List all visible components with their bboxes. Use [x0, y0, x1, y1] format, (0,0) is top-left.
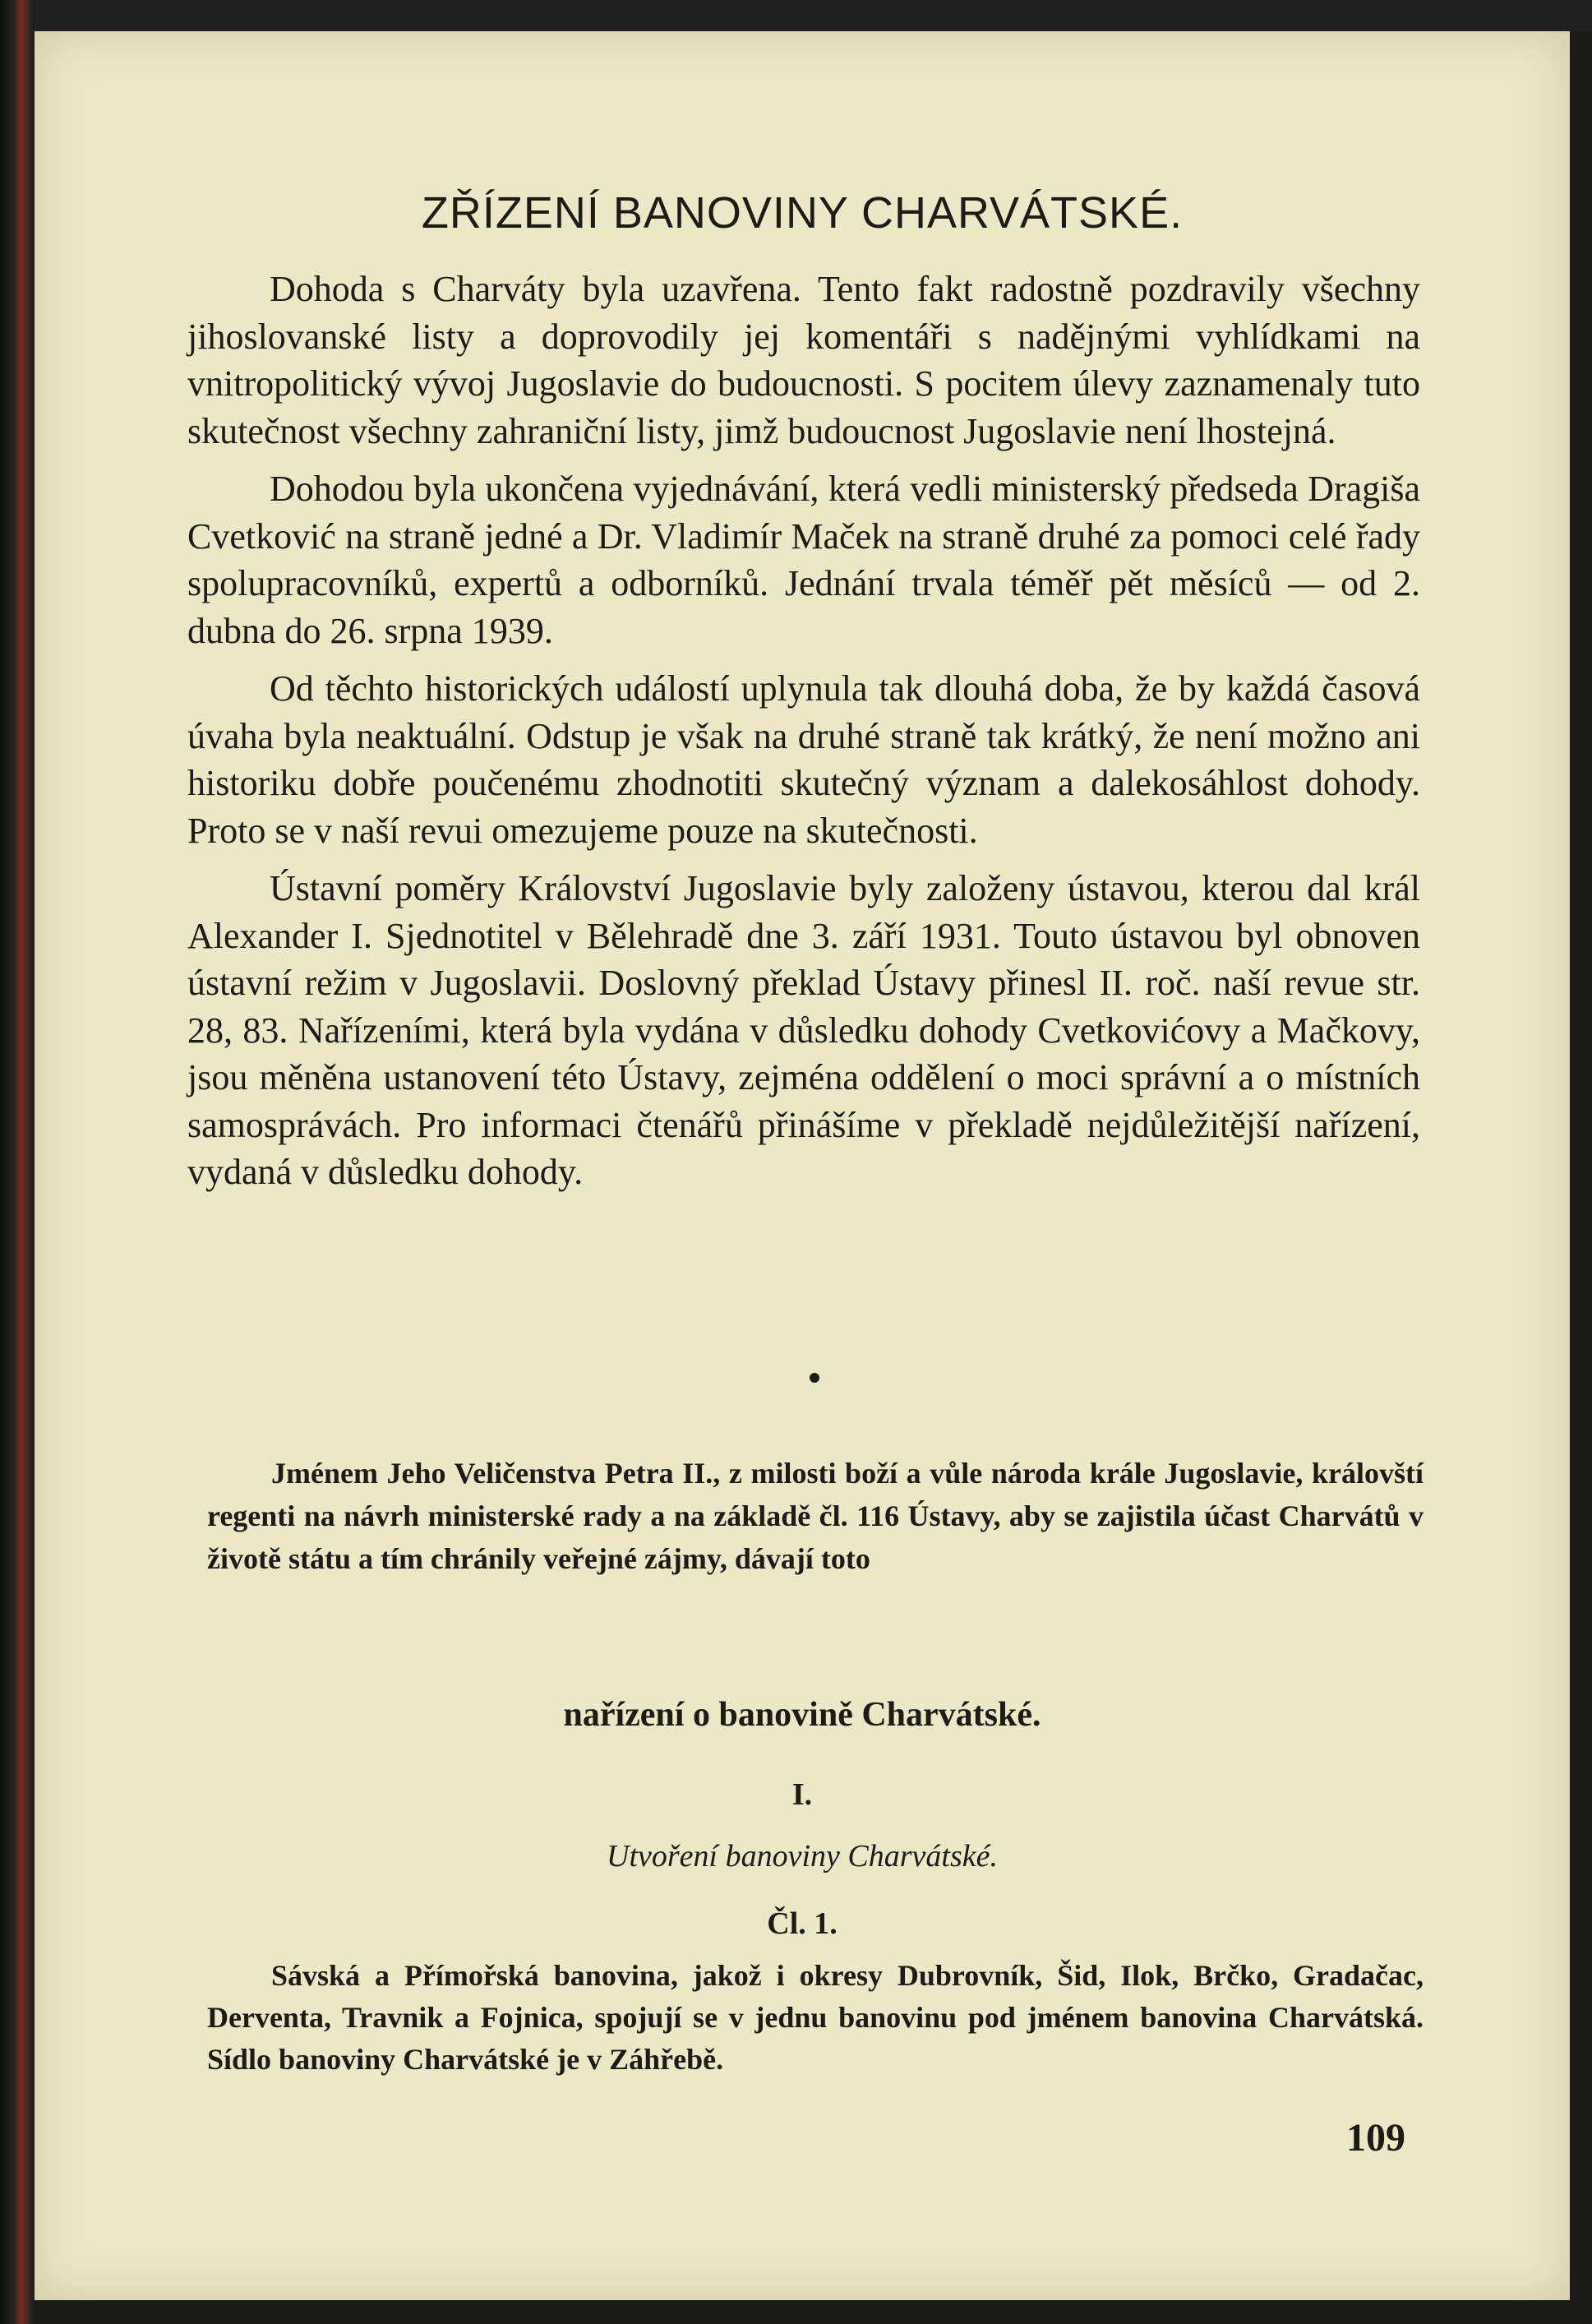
paragraph: Od těchto historických událostí uplynula tak dlouhá doba, že by každá časová úvaha byla neaktuální. Odstup je však na druhé straně tak krátký, že není možno ani historiku dobře poučenému zhodnotiti skutečný význam a dalekosáhlost dohody. Proto se v naší revui omezujeme pouze na skutečnosti.	[187, 668, 1420, 851]
preamble-text: Jménem Jeho Veličenstva Petra II., z milosti boží a vůle národa krále Jugoslavie, královští regenti na návrh ministerské rady a na základě čl. 116 Ústavy, aby se zajistila účast Charvátů v životě státu a tím chránily veřejné zájmy, dávají toto	[207, 1457, 1424, 1575]
article-text: Sávská a Přímořská banovina, jakož i okresy Dubrovník, Šid, Ilok, Brčko, Gradačac, Derventa, Travnik a Fojnica, spojují se v jednu banovinu pod jménem banovina Charvátská. Sídlo banoviny Charvátské je v Záhřebě.	[207, 1959, 1424, 2076]
book-page	[35, 31, 1570, 2300]
scan-border	[35, 0, 1592, 31]
article-label: Čl. 1.	[767, 1906, 838, 1941]
page-number: 109	[1346, 2116, 1405, 2160]
paragraph: Dohoda s Charváty byla uzavřena. Tento fakt radostně pozdravily všechny jihoslovanské listy a doprovodily jej komentáři s nadějnými vyhlídkami na vnitropolitický vývoj Jugoslavie do budoucnosti. S pocitem úlevy zaznamenaly tuto skutečnost všechny zahraniční listy, jimž budoucnost Jugoslavie není lhostejná.	[187, 269, 1420, 451]
paragraph: Ústavní poměry Království Jugoslavie byly založeny ústavou, kterou dal král Alexander I. Sjednotitel v Bělehradě dne 3. září 1931. Touto ústavou byl obnoven ústavní režim v Jugoslavii. Doslovný překlad Ústavy přinesl II. roč. naší revue str. 28, 83. Nařízeními, která byla vydána v důsledku dohody Cvetkovićovy a Mačkovy, jsou měněna ustanovení této Ústavy, zejména oddělení o moci správní a o místních samosprávách. Pro informaci čtenářů přinášíme v překladě nejdůležitější nařízení, vydaná v důsledku dohody.	[187, 868, 1420, 1192]
decree-preamble	[207, 1452, 1424, 1580]
decree-title: nařízení o banovině Charvátské.	[563, 1696, 1041, 1734]
paragraph: Dohodou byla ukončena vyjednávání, která vedli ministerský předseda Dragiša Cvetković na straně jedné a Dr. Vladimír Maček na straně druhé za pomoci celé řady spolupracovníků, expertů a odborníků. Jednání trvala téměř pět měsíců — od 2. dubna do 26. srpna 1939.	[187, 469, 1420, 651]
section-separator-dot	[810, 1373, 819, 1383]
part-title: Utvoření banoviny Charvátské.	[607, 1839, 998, 1874]
article-body	[207, 1955, 1424, 2081]
book-spine	[0, 0, 35, 2324]
page-heading: ZŘÍZENÍ BANOVINY CHARVÁTSKÉ.	[421, 188, 1184, 238]
part-number: I.	[791, 1777, 813, 1812]
main-body	[187, 266, 1420, 1196]
